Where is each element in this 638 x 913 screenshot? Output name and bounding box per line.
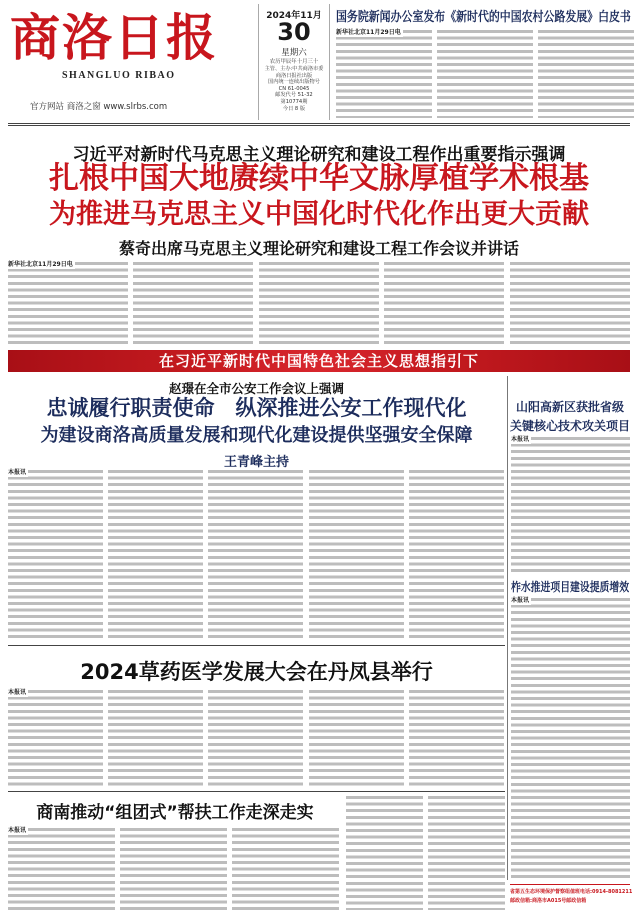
lead-kicker: 习近平对新时代马克思主义理论研究和建设工程作出重要指示强调 <box>72 145 566 165</box>
section-rule <box>8 645 505 646</box>
issue-year-month: 2024年11月 <box>266 11 322 21</box>
publisher-line: 主管、主办:中共商洛市委 <box>264 66 324 72</box>
publisher-line: 商洛日报社出版 <box>275 72 313 79</box>
article-text-column <box>428 796 505 910</box>
publisher-line: CN 61-0045 <box>278 85 310 92</box>
dateline: 新华社北京11月29日电 <box>8 261 73 268</box>
shanyang-headline-line-2: 关键核心技术攻关项目 <box>510 419 631 433</box>
column-divider <box>507 376 508 880</box>
lead-headline-line-2: 为推进马克思主义中国化时代化作出更大贡献 <box>49 199 589 230</box>
issue-day: 30 <box>277 18 311 46</box>
dateline: 新华社北京11月29日电 <box>336 29 401 36</box>
shanyang-headline-line-1: 山阳高新区获批省级 <box>515 400 624 414</box>
article-text-column <box>336 30 432 118</box>
police-byline: 王青峰主持 <box>223 455 289 470</box>
publisher-info <box>259 66 329 112</box>
publisher-line: 今日 8 版 <box>282 105 306 112</box>
issue-info-box <box>258 4 330 120</box>
police-kicker: 赵璟在全市公安工作会议上强调 <box>168 381 344 396</box>
dateline: 本报讯 <box>8 827 27 834</box>
article-text-column <box>8 828 115 910</box>
article-text-column <box>108 690 203 786</box>
publisher-line: 邮发代号 51-32 <box>275 92 313 99</box>
article-text-column <box>309 470 404 640</box>
herb-headline: 2024草药医学发展大会在丹凤县举行 <box>80 660 433 684</box>
lead-subhead: 蔡奇出席马克思主义理论研究和建设工程工作会议并讲话 <box>118 239 519 258</box>
newspaper-logo: 商洛日报 <box>10 8 218 67</box>
article-text-column <box>437 30 533 118</box>
shangnan-headline: 商南推动“组团式”帮扶工作走深走实 <box>36 803 314 823</box>
article-text-column <box>208 690 303 786</box>
article-text-column <box>8 690 103 786</box>
article-text-column <box>409 470 504 640</box>
logo-pinyin: SHANGLUO RIBAO <box>62 70 176 81</box>
section-banner: 在习近平新时代中国特色社会主义思想指引下 <box>8 350 630 372</box>
article-text-column <box>232 828 339 910</box>
publisher-line: 第10774期 <box>280 98 308 105</box>
dateline: 本报讯 <box>8 469 27 476</box>
article-text-column <box>259 262 379 346</box>
police-headline-line-1: 忠诚履行职责使命 纵深推进公安工作现代化 <box>46 396 467 420</box>
article-text-column <box>309 690 404 786</box>
article-text-column <box>8 262 128 346</box>
zhashui-headline: 柞水推进项目建设提质增效 <box>511 580 630 594</box>
article-text-column <box>120 828 227 910</box>
article-text-column <box>133 262 253 346</box>
top-right-headline: 国务院新闻办公室发布《新时代的中国农村公路发展》白皮书 <box>336 10 631 25</box>
article-text-column <box>511 437 630 573</box>
article-text-column <box>511 598 630 880</box>
dateline: 本报讯 <box>511 436 530 443</box>
article-text-column <box>346 796 423 910</box>
dateline: 本报讯 <box>511 597 530 604</box>
article-text-column <box>384 262 504 346</box>
masthead-rule <box>8 123 630 124</box>
masthead-rule <box>8 125 630 126</box>
dateline: 本报讯 <box>8 689 27 696</box>
issue-lunar-date: 农历甲辰年十月三十 <box>269 59 319 65</box>
footer-notice-line: 省第五生态环境保护督察组值班电话:0914-8081211 <box>510 889 633 895</box>
footer-notice-line: 邮政信箱:商洛市A015号邮政信箱 <box>510 898 587 904</box>
article-text-column <box>538 30 634 118</box>
article-text-column <box>510 262 630 346</box>
footer-notice <box>510 884 633 910</box>
website-line: 官方网站 商洛之窗 www.slrbs.com <box>30 102 168 112</box>
lead-headline-line-1: 扎根中国大地赓续中华文脉厚植学术根基 <box>49 161 589 196</box>
police-headline-line-2: 为建设商洛高质量发展和现代化建设提供坚强安全保障 <box>40 425 473 446</box>
publisher-line: 国内统一连续出版物号 <box>268 79 320 86</box>
article-text-column <box>108 470 203 640</box>
issue-weekday: 星期六 <box>281 48 307 58</box>
article-text-column <box>208 470 303 640</box>
article-text-column <box>8 470 103 640</box>
article-text-column <box>409 690 504 786</box>
section-rule <box>8 791 505 792</box>
